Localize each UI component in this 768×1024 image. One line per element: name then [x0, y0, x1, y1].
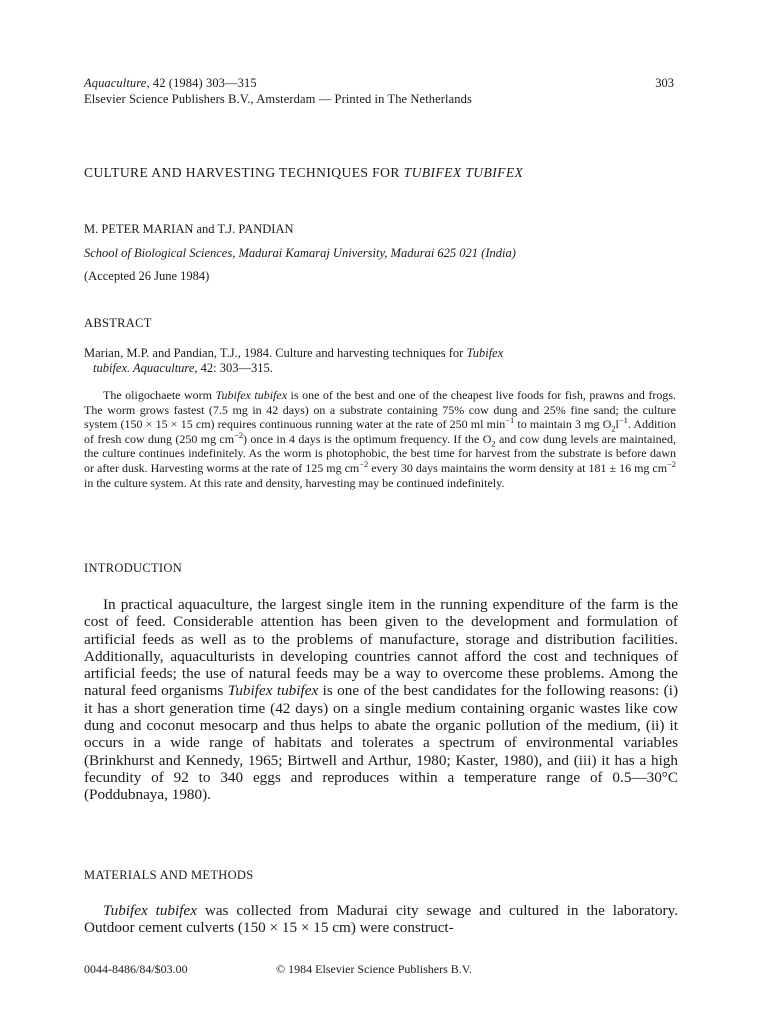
authors: M. PETER MARIAN and T.J. PANDIAN: [84, 222, 294, 236]
abstract-text-3b: l: [615, 417, 619, 432]
article-title: [84, 165, 684, 181]
journal-name: Aquaculture: [84, 76, 147, 90]
abstract-text-8: in the culture system. At this rate and density, harvesting may be continued indefinitely.: [84, 475, 505, 490]
journal-citation: [84, 76, 257, 91]
citation-pages: 42: 303—315.: [197, 361, 273, 375]
citation-journal: Aquaculture,: [130, 361, 198, 375]
exponent-neg1-b: −1: [618, 416, 628, 426]
abstract-text-1: The oligochaete worm: [103, 388, 216, 402]
subscript-2: 2: [611, 424, 616, 434]
materials-methods-text: [84, 902, 678, 937]
abstract-text-4: . Addition of fresh cow dung (250 mg cm: [84, 417, 676, 446]
abstract-text-2: is one of the best and one of the cheapest live foods for fish, prawns and frogs. The worm grows fastest (7.5 mg in 42 days) on a substrate containing 75% cow dung and 25% fine sand; the culture system (150 × 15 × 15 cm) requires continuous running water at the rate of 250 ml min: [84, 388, 677, 432]
materials-text-1: was collected from Madurai city sewage and cultured in the laboratory. Outdoor cement culverts (150 × 15 × 15 cm) were construct-: [84, 902, 678, 937]
copyright-notice: © 1984 Elsevier Science Publishers B.V.: [276, 962, 472, 976]
introduction-text: [84, 596, 678, 804]
citation-species-genus: Tubifex: [466, 346, 504, 360]
subscript-2-b: 2: [491, 439, 496, 449]
introduction-species: Tubifex tubifex: [227, 682, 319, 700]
exponent-neg2: −2: [234, 430, 244, 440]
journal-volume-pages: , 42 (1984) 303—315: [146, 76, 257, 90]
materials-species: Tubifex tubifex: [103, 902, 197, 919]
issn-price-code: 0044-8486/84/$03.00: [84, 962, 188, 976]
exponent-neg2-c: −2: [667, 459, 676, 469]
abstract-text-5: ) once in 4 days is the optimum frequency. If the O: [243, 431, 492, 446]
introduction-heading: INTRODUCTION: [84, 561, 183, 575]
abstract-heading: ABSTRACT: [84, 316, 152, 330]
affiliation: School of Biological Sciences, Madurai Kamaraj University, Madurai 625 021 (India): [84, 246, 516, 260]
abstract-citation: [84, 346, 674, 376]
title-species: TUBIFEX TUBIFEX: [403, 165, 524, 180]
introduction-text-2: is one of the best candidates for the following reasons: (i) it has a short generation time (42 days) on a single medium containing organic wastes like cow dung and coconut mesocarp and thus helps to abate the organic pollution of the medium, (ii) it occurs in a wide range of habitats and tolerates a spectrum of environmental variables (Brinkhurst and Kennedy, 1965; Birtwell and Arthur, 1980; Kaster, 1980), and (iii) it has a high fecundity of 92 to 340 eggs and reproduces within a temperature range of 0.5—30°C (Poddubnaya, 1980).: [84, 682, 679, 804]
exponent-neg1: −1: [505, 416, 515, 426]
abstract-species: Tubifex tubifex: [215, 388, 288, 402]
abstract-text-6: and cow dung levels are maintained, the culture continues indefinitely. As the worm is photophobic, the best time for harvest from the substrate is before dawn or after dusk. Harvesting worms at the rate of 125 mg cm: [84, 431, 676, 475]
accepted-date: (Accepted 26 June 1984): [84, 269, 210, 283]
page-number: 303: [655, 76, 674, 90]
citation-authors: Marian, M.P. and Pandian, T.J., 1984. Culture and harvesting techniques for: [84, 346, 467, 360]
abstract-text-7: every 30 days maintains the worm density at 181 ± 16 mg cm: [368, 460, 668, 475]
exponent-neg2-b: −2: [359, 459, 369, 469]
title-main: CULTURE AND HARVESTING TECHNIQUES FOR: [84, 165, 404, 180]
citation-species-epithet: tubifex.: [93, 361, 131, 375]
abstract-text: [84, 388, 676, 490]
introduction-text-1: In practical aquaculture, the largest single item in the running expenditure of the farm is the cost of feed. Considerable attention has been given to the development and formulation of artificial feeds as well as to the problems of manufacture, storage and distribution facilities. Additionally, aquaculturists in developing countries cannot afford the cost and techniques of artificial feeds; the use of natural feeds may be a way to overcome these problems. Among the natural feed organisms: [84, 596, 678, 700]
abstract-text-3: to maintain 3 mg O: [514, 417, 612, 432]
materials-methods-heading: MATERIALS AND METHODS: [84, 868, 254, 882]
publisher-line: Elsevier Science Publishers B.V., Amsterdam — Printed in The Netherlands: [84, 92, 472, 106]
